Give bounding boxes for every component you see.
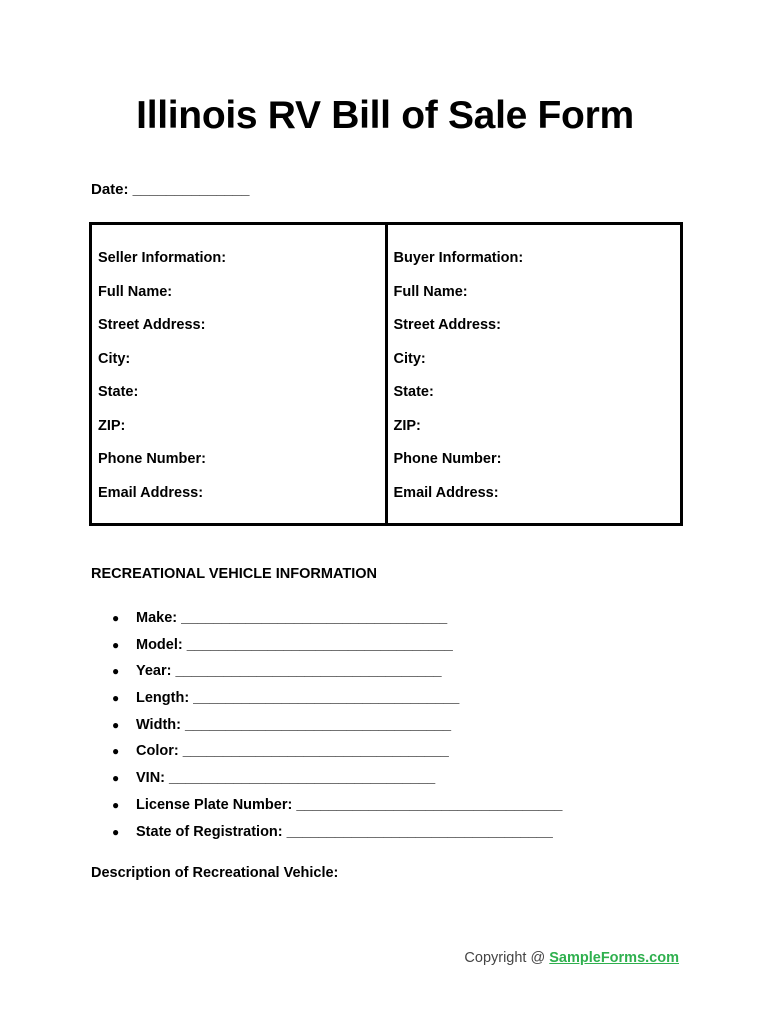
vehicle-color-field: Color: _________________________________ xyxy=(136,743,449,760)
seller-info-column xyxy=(92,225,385,523)
vehicle-color-item[interactable] xyxy=(112,741,562,768)
vehicle-width-field: Width: _________________________________ xyxy=(136,716,452,733)
vehicle-model-item[interactable] xyxy=(112,635,562,662)
buyer-state-label: State: xyxy=(393,384,434,400)
seller-full-name-label: Full Name: xyxy=(98,283,173,300)
description-label: Description of Recreational Vehicle: xyxy=(91,865,339,881)
vehicle-license-plate-item[interactable] xyxy=(112,795,562,822)
seller-email-label: Email Address: xyxy=(98,484,204,501)
seller-heading: Seller Information: xyxy=(98,250,227,266)
buyer-phone-label: Phone Number: xyxy=(393,451,502,467)
bullet-icon: ● xyxy=(112,824,120,839)
buyer-email-label: Email Address: xyxy=(393,484,499,501)
vehicle-make-item[interactable] xyxy=(112,608,562,635)
vehicle-length-field: Length: _________________________________ xyxy=(136,690,460,707)
bullet-icon: ● xyxy=(112,744,120,759)
buyer-heading: Buyer Information: xyxy=(393,250,524,266)
seller-zip-label: ZIP: xyxy=(98,417,126,434)
copyright-prefix: Copyright @ xyxy=(464,950,550,966)
vehicle-width-item[interactable] xyxy=(112,715,562,742)
vehicle-vin-field: VIN: _________________________________ xyxy=(136,770,436,787)
vehicle-state-registration-item[interactable] xyxy=(112,822,562,849)
bullet-icon: ● xyxy=(112,717,120,732)
bullet-icon: ● xyxy=(112,691,120,706)
bullet-icon: ● xyxy=(112,637,120,652)
seller-city-label: City: xyxy=(98,350,131,367)
buyer-full-name-label: Full Name: xyxy=(393,283,468,300)
vehicle-info-list xyxy=(112,608,562,848)
vehicle-make-field: Make: _________________________________ xyxy=(136,610,448,626)
vehicle-section-heading: RECREATIONAL VEHICLE INFORMATION xyxy=(91,566,377,582)
vehicle-year-item[interactable] xyxy=(112,661,562,688)
vehicle-year-field: Year: _________________________________ xyxy=(136,663,442,680)
buyer-info-column xyxy=(385,225,681,523)
bullet-icon: ● xyxy=(112,797,120,812)
vehicle-model-field: Model: _________________________________ xyxy=(136,636,453,653)
seller-state-label: State: xyxy=(98,384,139,400)
copyright-notice xyxy=(464,950,679,966)
buyer-city-label: City: xyxy=(393,350,426,367)
seller-street-address-label: Street Address: xyxy=(98,317,206,333)
party-info-table xyxy=(89,222,683,526)
vehicle-license-plate-field: License Plate Number: _________________________________ xyxy=(136,796,563,813)
bullet-icon: ● xyxy=(112,771,120,786)
bullet-icon: ● xyxy=(112,611,120,625)
buyer-zip-label: ZIP: xyxy=(393,417,421,434)
vehicle-length-item[interactable] xyxy=(112,688,562,715)
date-field[interactable]: Date: ______________ xyxy=(91,181,250,198)
seller-phone-label: Phone Number: xyxy=(98,451,206,467)
sampleforms-link[interactable]: SampleForms.com xyxy=(549,950,679,966)
page-title: Illinois RV Bill of Sale Form xyxy=(136,94,634,137)
vehicle-state-registration-field: State of Registration: _________________________________ xyxy=(136,823,553,840)
vehicle-vin-item[interactable] xyxy=(112,768,562,795)
bullet-icon: ● xyxy=(112,664,120,679)
buyer-street-address-label: Street Address: xyxy=(393,317,501,333)
